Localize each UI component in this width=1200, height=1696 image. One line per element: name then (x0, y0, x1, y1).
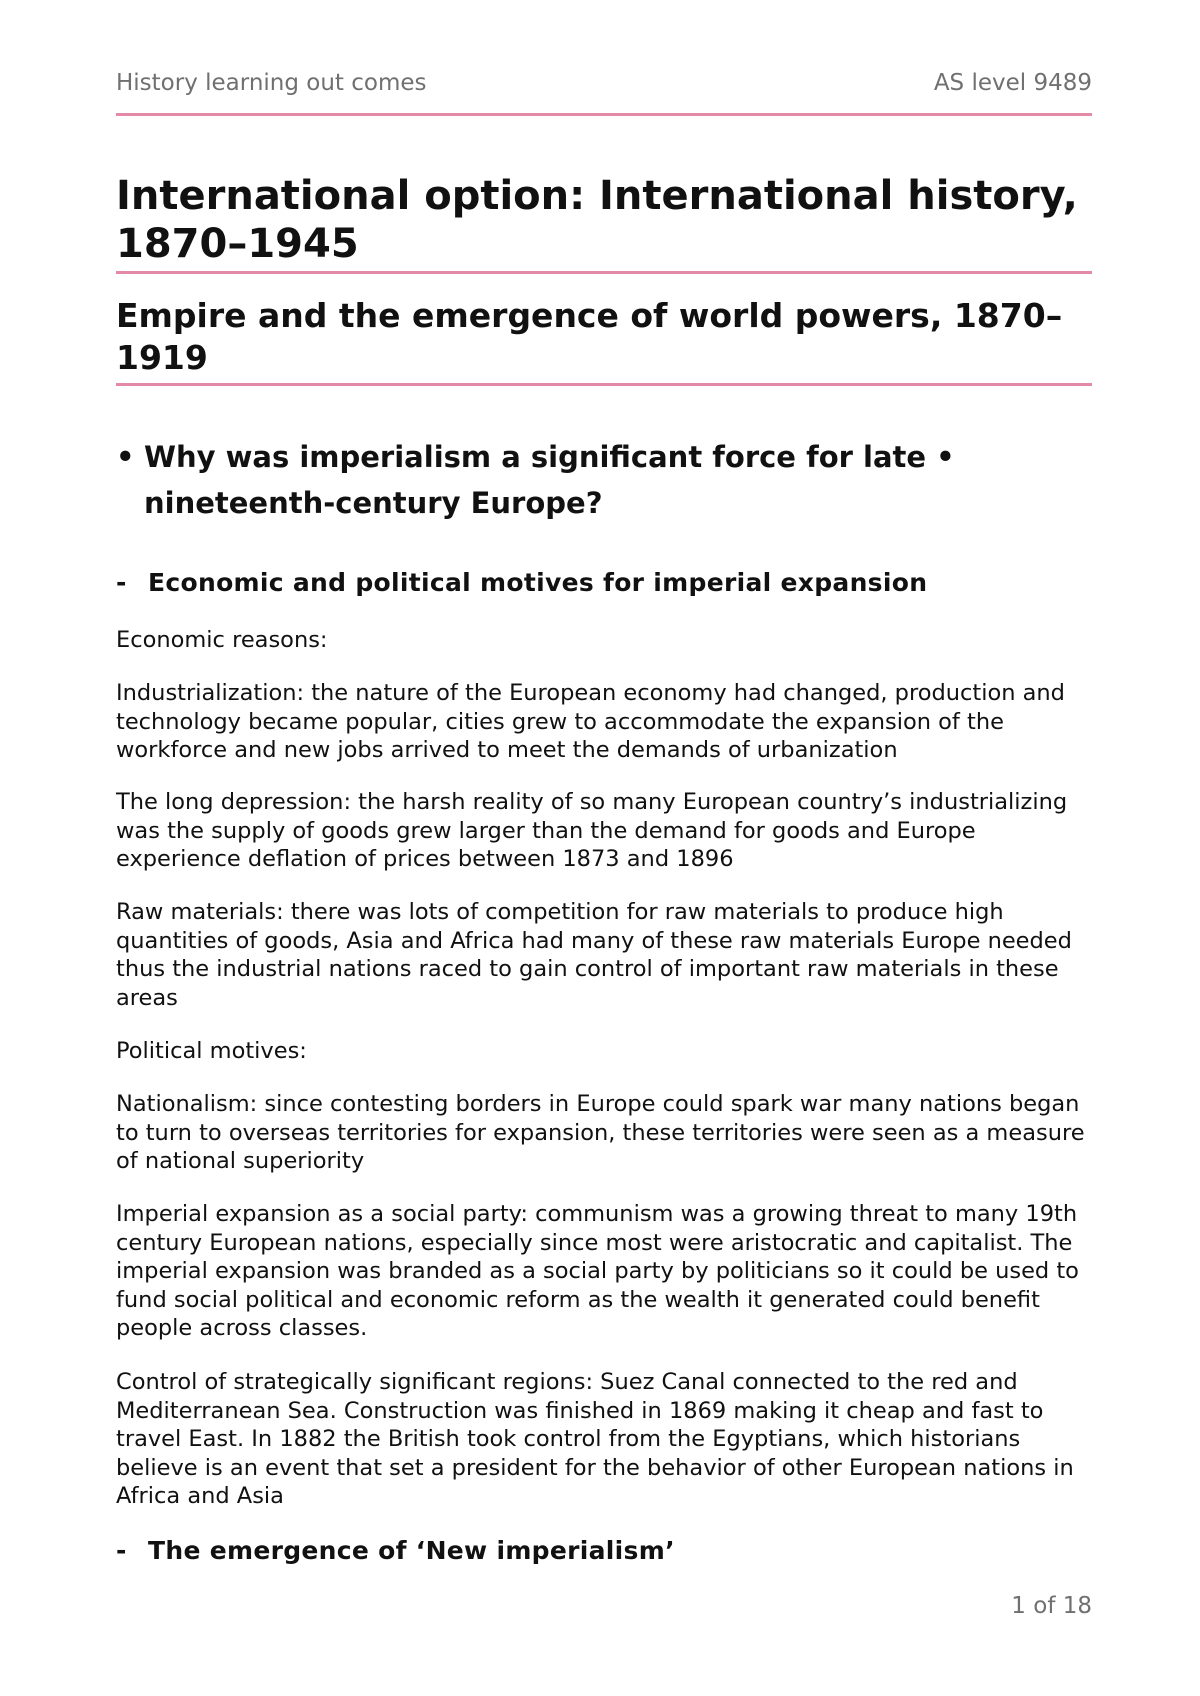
bullet-icon: • (116, 440, 135, 474)
subheading-text: Economic and political motives for imperial expansion (148, 568, 928, 597)
dash-marker: - (116, 1536, 127, 1565)
subheading-motives (116, 567, 1092, 599)
header-course-title: History learning out comes (116, 70, 427, 96)
section-title: Empire and the emergence of world powers, 1870–1919 (116, 296, 1063, 377)
dash-marker: - (116, 568, 127, 597)
title-divider (116, 271, 1092, 274)
header-divider (116, 113, 1092, 116)
paragraph-economic-label: Economic reasons: (116, 627, 328, 653)
key-question-text: Why was imperialism a significant force for late • nineteenth-century Europe? (144, 440, 955, 520)
paragraph-political-label: Political motives: (116, 1038, 307, 1064)
key-question (116, 434, 1092, 526)
header-course-code: AS level 9489 (933, 70, 1092, 96)
paragraph-nationalism: Nationalism: since contesting borders in Europe could spark war many nations began to turn to overseas territories for expansion, these territories were seen as a measure of national superiority (116, 1091, 1085, 1174)
paragraph-industrialization: Industrialization: the nature of the European economy had changed, production and technology became popular, cities grew to accommodate the expansion of the workforce and new jobs arrived to meet the demands of urbanization (116, 680, 1065, 763)
page-header (116, 70, 1092, 100)
subheading-new-imperialism (116, 1535, 1092, 1567)
subheading-text: The emergence of ‘New imperialism’ (148, 1536, 675, 1565)
document-title: International option: International history, 1870–1945 (116, 173, 1078, 267)
subtitle-divider (116, 383, 1092, 386)
page-number: 1 of 18 (1011, 1593, 1092, 1619)
paragraph-social-party: Imperial expansion as a social party: communism was a growing threat to many 19th century European nations, especially since most were aristocratic and capitalist. The imperial expansion was branded as a social party by politicians so it could be used to fund social political and economic reform as the wealth it generated could benefit people across classes. (116, 1201, 1079, 1341)
paragraph-long-depression: The long depression: the harsh reality of so many European country’s industrializing was the supply of goods grew larger than the demand for goods and Europe experience deflation of prices between 1873 and 1896 (116, 789, 1068, 872)
paragraph-strategic-regions: Control of strategically significant regions: Suez Canal connected to the red and Mediterranean Sea. Construction was finished in 1869 making it cheap and fast to travel East. In 1882 the British took control from the Egyptians, which historians believe is an event that set a president for the behavior of other European nations in Africa and Asia (116, 1369, 1074, 1509)
paragraph-raw-materials: Raw materials: there was lots of competition for raw materials to produce high quantities of goods, Asia and Africa had many of these raw materials Europe needed thus the industrial nations raced to gain control of important raw materials in these areas (116, 899, 1072, 1011)
